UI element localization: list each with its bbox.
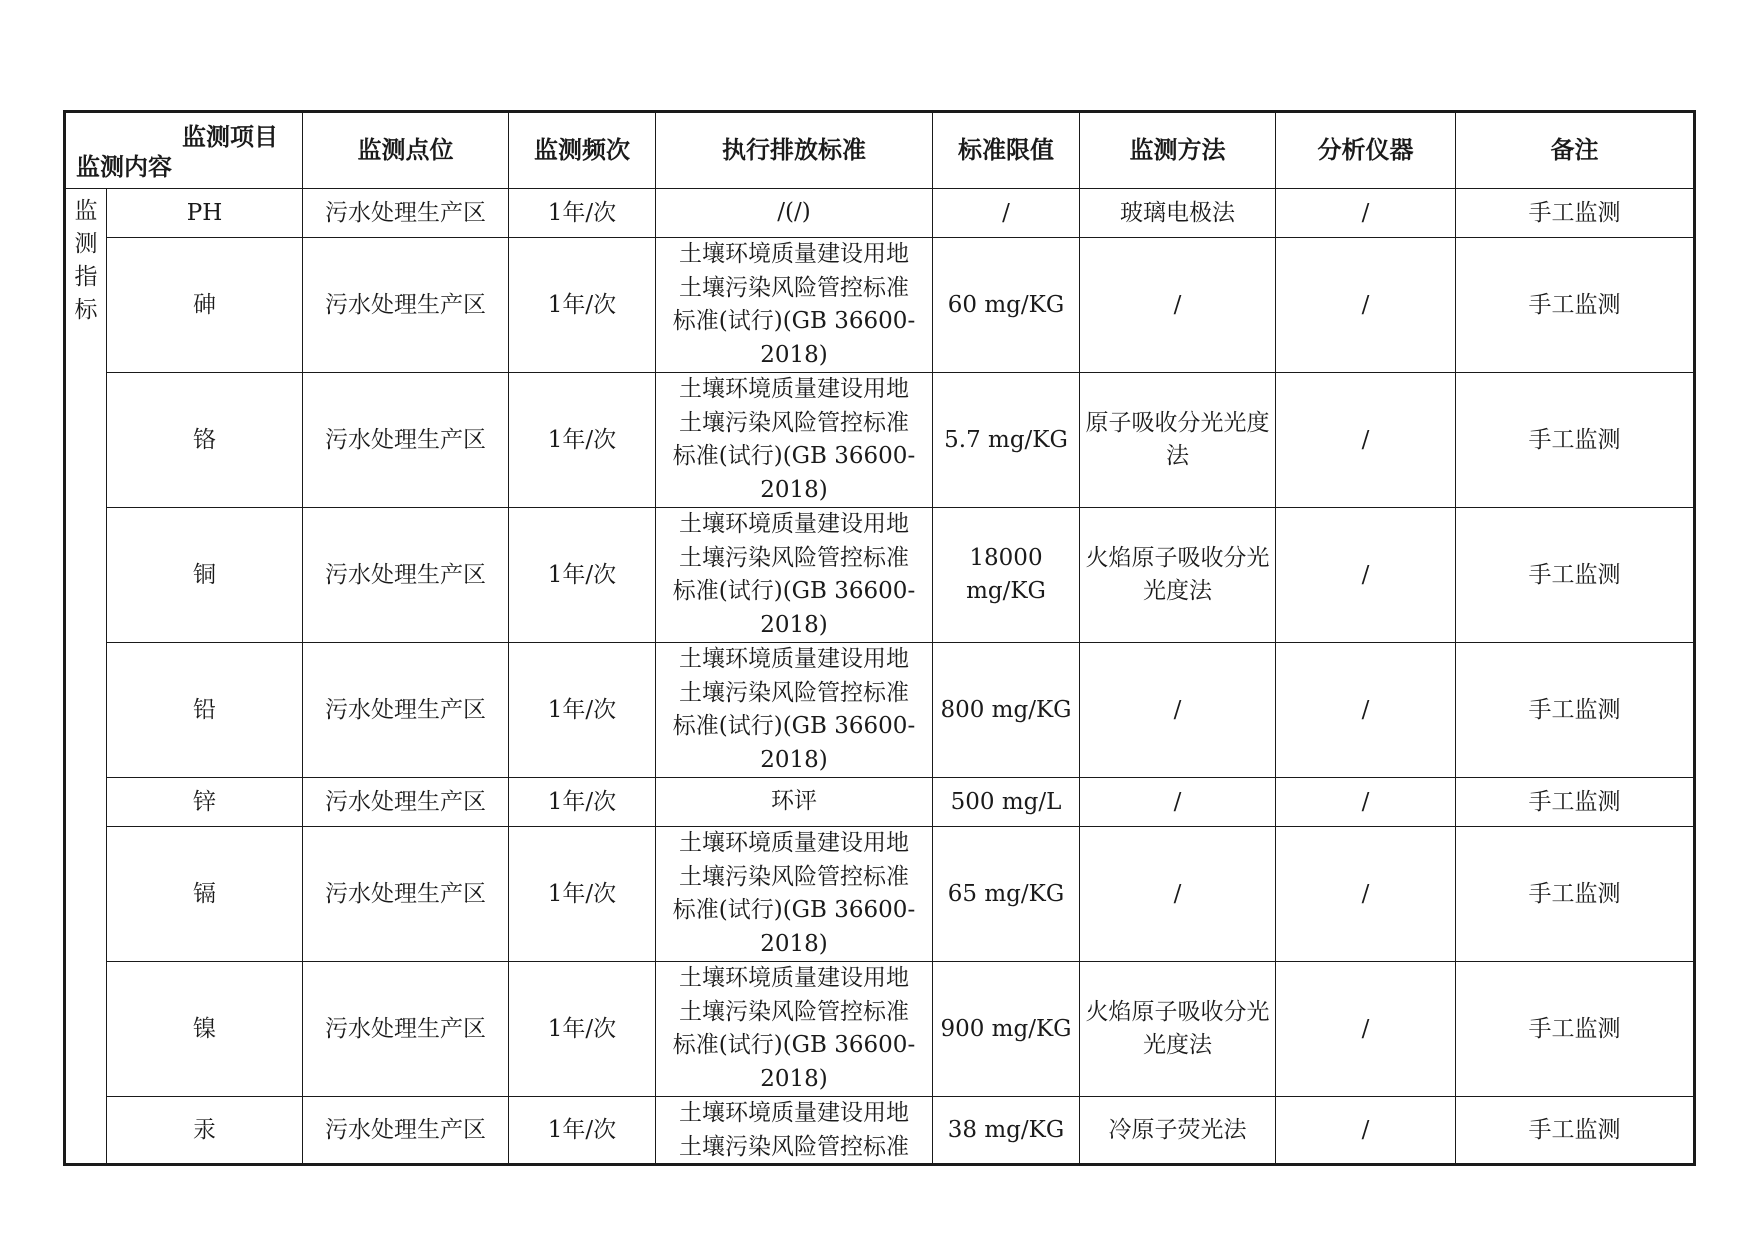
header-content-label: 监测内容: [76, 153, 172, 181]
instrument-cell: /: [1276, 1097, 1456, 1165]
table-row: [65, 189, 1695, 238]
instrument-cell: /: [1276, 778, 1456, 827]
instrument-cell: /: [1276, 643, 1456, 778]
table-row: [65, 508, 1695, 643]
standard-cell: /(/): [656, 189, 933, 238]
method-cell: 玻璃电极法: [1080, 189, 1276, 238]
point-cell: 污水处理生产区: [303, 643, 509, 778]
header-instrument: 分析仪器: [1276, 112, 1456, 189]
remark-cell: 手工监测: [1456, 827, 1695, 962]
frequency-cell: 1年/次: [509, 373, 656, 508]
table-row: [65, 778, 1695, 827]
standard-cell: [656, 1097, 933, 1165]
standard-cell: 土壤环境质量建设用地土壤污染风险管控标准标准(试行)(GB 36600-2018): [656, 373, 933, 508]
limit-cell: 900 mg/KG: [933, 962, 1080, 1097]
point-cell: 污水处理生产区: [303, 778, 509, 827]
point-cell: 污水处理生产区: [303, 189, 509, 238]
limit-cell: 500 mg/L: [933, 778, 1080, 827]
frequency-cell: 1年/次: [509, 189, 656, 238]
table-row: [65, 827, 1695, 962]
remark-cell: 手工监测: [1456, 508, 1695, 643]
item-cell: 镉: [107, 827, 303, 962]
limit-cell: 5.7 mg/KG: [933, 373, 1080, 508]
standard-text: 土壤环境质量建设用地土壤污染风险管控标准: [679, 1100, 909, 1160]
frequency-cell: 1年/次: [509, 643, 656, 778]
item-cell: 镍: [107, 962, 303, 1097]
limit-cell: /: [933, 189, 1080, 238]
item-cell: 铬: [107, 373, 303, 508]
method-cell: /: [1080, 778, 1276, 827]
header-standard: 执行排放标准: [656, 112, 933, 189]
frequency-cell: 1年/次: [509, 827, 656, 962]
limit-cell: 18000 mg/KG: [933, 508, 1080, 643]
frequency-cell: 1年/次: [509, 508, 656, 643]
table-row: [65, 373, 1695, 508]
method-cell: 冷原子荧光法: [1080, 1097, 1276, 1165]
remark-cell: 手工监测: [1456, 238, 1695, 373]
limit-cell: 65 mg/KG: [933, 827, 1080, 962]
header-remark: 备注: [1456, 112, 1695, 189]
table-row: [65, 962, 1695, 1097]
frequency-cell: 1年/次: [509, 238, 656, 373]
frequency-cell: 1年/次: [509, 1097, 656, 1165]
table-row: [65, 238, 1695, 373]
method-cell: /: [1080, 238, 1276, 373]
item-cell: 汞: [107, 1097, 303, 1165]
instrument-cell: /: [1276, 238, 1456, 373]
standard-cell: 土壤环境质量建设用地土壤污染风险管控标准标准(试行)(GB 36600-2018): [656, 962, 933, 1097]
method-cell: /: [1080, 643, 1276, 778]
header-limit: 标准限值: [933, 112, 1080, 189]
instrument-cell: /: [1276, 508, 1456, 643]
category-label: 监测指标: [74, 198, 98, 323]
category-cell: [65, 189, 107, 1165]
standard-cell: 环评: [656, 778, 933, 827]
standard-cell: 土壤环境质量建设用地土壤污染风险管控标准标准(试行)(GB 36600-2018): [656, 508, 933, 643]
remark-cell: 手工监测: [1456, 643, 1695, 778]
monitoring-table: [63, 110, 1696, 1166]
point-cell: 污水处理生产区: [303, 373, 509, 508]
frequency-cell: 1年/次: [509, 962, 656, 1097]
instrument-cell: /: [1276, 373, 1456, 508]
item-cell: 铜: [107, 508, 303, 643]
instrument-cell: /: [1276, 962, 1456, 1097]
instrument-cell: /: [1276, 189, 1456, 238]
method-cell: 火焰原子吸收分光光度法: [1080, 962, 1276, 1097]
point-cell: 污水处理生产区: [303, 827, 509, 962]
remark-cell: 手工监测: [1456, 962, 1695, 1097]
item-cell: 铅: [107, 643, 303, 778]
point-cell: 污水处理生产区: [303, 1097, 509, 1165]
header-method: 监测方法: [1080, 112, 1276, 189]
item-cell: 锌: [107, 778, 303, 827]
method-cell: 火焰原子吸收分光光度法: [1080, 508, 1276, 643]
standard-cell: 土壤环境质量建设用地土壤污染风险管控标准标准(试行)(GB 36600-2018): [656, 643, 933, 778]
header-frequency: 监测频次: [509, 112, 656, 189]
standard-cell: 土壤环境质量建设用地土壤污染风险管控标准标准(试行)(GB 36600-2018): [656, 238, 933, 373]
item-cell: PH: [107, 189, 303, 238]
remark-cell: 手工监测: [1456, 373, 1695, 508]
point-cell: 污水处理生产区: [303, 238, 509, 373]
table-row: [65, 1097, 1695, 1165]
point-cell: 污水处理生产区: [303, 962, 509, 1097]
header-row: [65, 112, 1695, 189]
table-row: [65, 643, 1695, 778]
item-cell: 砷: [107, 238, 303, 373]
limit-cell: 60 mg/KG: [933, 238, 1080, 373]
remark-cell: 手工监测: [1456, 189, 1695, 238]
instrument-cell: /: [1276, 827, 1456, 962]
header-item-label: 监测项目: [182, 123, 278, 151]
remark-cell: 手工监测: [1456, 1097, 1695, 1165]
method-cell: 原子吸收分光光度法: [1080, 373, 1276, 508]
frequency-cell: 1年/次: [509, 778, 656, 827]
limit-cell: 800 mg/KG: [933, 643, 1080, 778]
limit-cell: 38 mg/KG: [933, 1097, 1080, 1165]
method-cell: /: [1080, 827, 1276, 962]
standard-cell: 土壤环境质量建设用地土壤污染风险管控标准标准(试行)(GB 36600-2018): [656, 827, 933, 962]
point-cell: 污水处理生产区: [303, 508, 509, 643]
header-point: 监测点位: [303, 112, 509, 189]
header-diagonal-cell: [65, 112, 303, 189]
remark-cell: 手工监测: [1456, 778, 1695, 827]
